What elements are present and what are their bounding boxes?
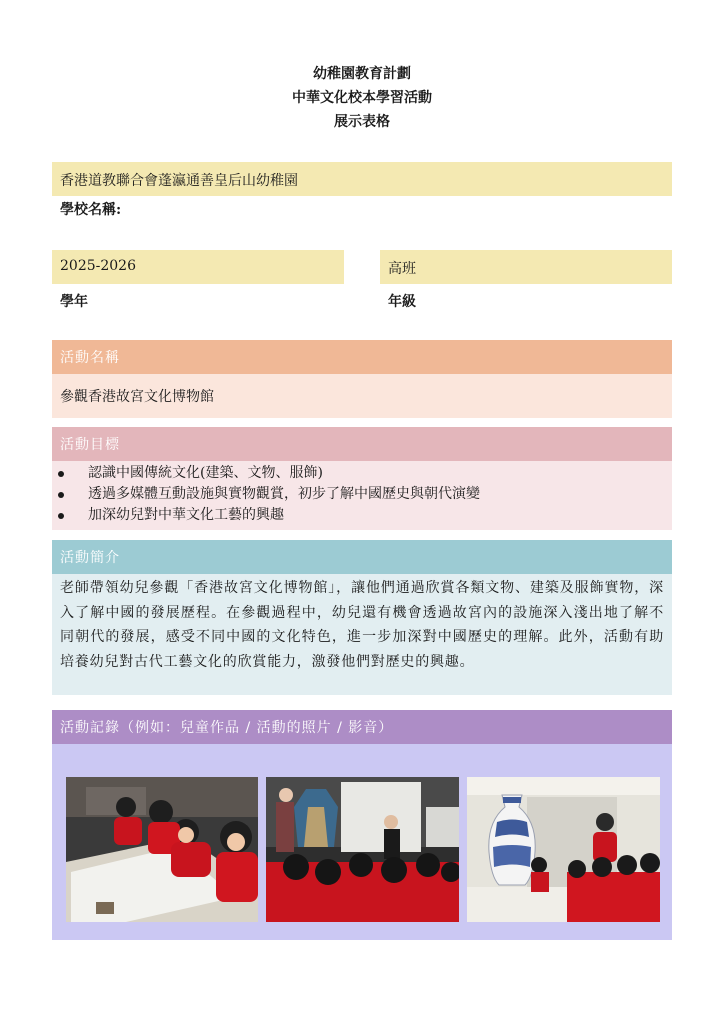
intro-heading: 活動簡介 — [52, 540, 672, 574]
bullet-icon — [58, 471, 64, 477]
school-year-label: 學年 — [60, 294, 88, 310]
header-line-2: 中華文化校本學習活動 — [292, 90, 432, 106]
grade-field: 高班 — [380, 250, 672, 284]
objectives-body — [52, 461, 672, 530]
bullet-icon — [58, 513, 64, 519]
school-year-field: 2025-2026 — [52, 250, 344, 284]
objective-item: 透過多媒體互動設施與實物觀賞，初步了解中國歷史與朝代演變 — [52, 484, 672, 505]
activity-name-heading: 活動名稱 — [52, 340, 672, 374]
objectives-list — [52, 463, 672, 526]
objectives-heading: 活動目標 — [52, 427, 672, 461]
school-name-label: 學校名稱: — [60, 202, 122, 218]
bullet-icon — [58, 492, 64, 498]
records-heading: 活動記錄（例如：兒童作品 / 活動的照片 / 影音） — [52, 710, 672, 744]
objective-item: 認識中國傳統文化(建築、文物、服飾) — [52, 463, 672, 484]
activity-photo-costume-exhibit — [266, 777, 459, 922]
intro-text: 老師帶領幼兒參觀「香港故宮文化博物館」，讓他們通過欣賞各類文物、建築及服飾實物，深入了解中國的發展歷程。在參觀過程中，幼兒還有機會透過故宮內的設施深入淺出地了解不同朝代的發展，感受不同中國的文化特色，進一步加深對中國歷史的理解。此外，活動有助培養幼兒對古代工藝文化的欣賞能力，激發他們對歷史的興趣。 — [60, 580, 664, 670]
header-line-3: 展示表格 — [334, 114, 390, 130]
school-name-field: 香港道教聯合會蓬瀛通善皇后山幼稚園 — [52, 162, 672, 196]
grade-label: 年級 — [388, 294, 416, 310]
header-line-1: 幼稚園教育計劃 — [313, 66, 411, 82]
activity-photo-interactive-table — [66, 777, 258, 922]
activity-photo-porcelain-vase — [467, 777, 660, 922]
objective-item: 加深幼兒對中華文化工藝的興趣 — [52, 505, 672, 526]
intro-body — [52, 574, 672, 695]
activity-name-value: 參觀香港故宮文化博物館 — [52, 374, 672, 418]
